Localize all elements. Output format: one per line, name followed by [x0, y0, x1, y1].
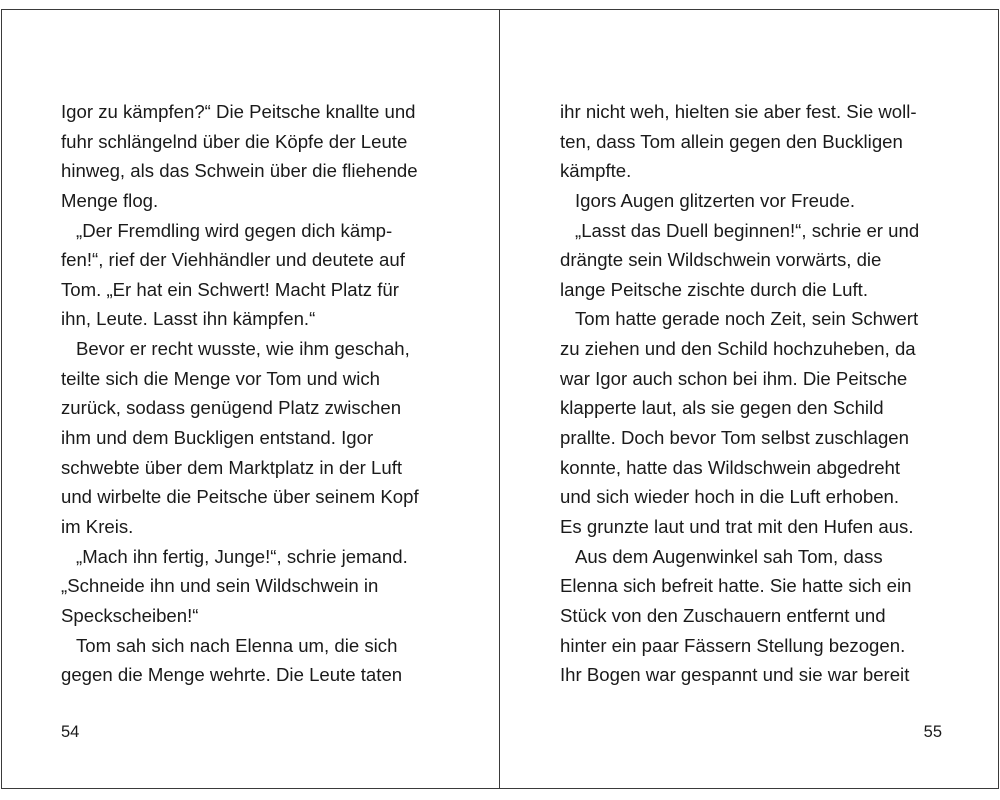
- text-line: Igor zu kämpfen?“ Die Peitsche knallte und: [61, 101, 416, 122]
- book-spread: [1, 9, 999, 789]
- text-line: klapperte laut, als sie gegen den Schild: [560, 397, 884, 419]
- text-line: Menge flog.: [61, 189, 159, 211]
- text-line: ihm und dem Buckligen entstand. Igor: [61, 427, 374, 449]
- text-line: „Lasst das Duell beginnen!“, schrie er und: [575, 219, 920, 241]
- right-page: [500, 10, 998, 788]
- text-line: Speckscheiben!“: [61, 604, 199, 626]
- text-line: im Kreis.: [61, 515, 134, 537]
- text-line: Bevor er recht wusste, wie ihm geschah,: [76, 338, 410, 360]
- text-line: Ihr Bogen war gespannt und sie war bereit: [560, 664, 910, 686]
- right-page-text: [560, 97, 980, 690]
- text-line: hinter ein paar Fässern Stellung bezogen.: [560, 634, 906, 656]
- text-line: drängte sein Wildschwein vorwärts, die: [560, 249, 882, 271]
- text-line: teilte sich die Menge vor Tom und wich: [61, 367, 381, 389]
- text-line: Tom sah sich nach Elenna um, die sich: [76, 634, 398, 656]
- text-line: und wirbelte die Peitsche über seinem Kopf: [61, 486, 419, 508]
- text-line: Elenna sich befreit hatte. Sie hatte sich ein: [560, 575, 912, 597]
- text-line: kämpfte.: [560, 160, 632, 182]
- text-line: hinweg, als das Schwein über die fliehende: [61, 160, 418, 182]
- text-line: fuhr schlängelnd über die Köpfe der Leute: [61, 130, 408, 152]
- text-line: und sich wieder hoch in die Luft erhoben.: [560, 486, 900, 508]
- text-line: ihr nicht weh, hielten sie aber fest. Sie woll-: [560, 101, 917, 122]
- text-line: lange Peitsche zischte durch die Luft.: [560, 278, 869, 300]
- text-line: konnte, hatte das Wildschwein abgedreht: [560, 456, 901, 478]
- text-line: Stück von den Zuschauern entfernt und: [560, 604, 886, 626]
- page-number: 55: [923, 723, 942, 741]
- text-line: gegen die Menge wehrte. Die Leute taten: [61, 664, 403, 686]
- text-line: schwebte über dem Marktplatz in der Luft: [61, 456, 403, 478]
- text-line: Igors Augen glitzerten vor Freude.: [575, 189, 856, 211]
- text-line: ten, dass Tom allein gegen den Buckligen: [560, 130, 903, 152]
- page-number: 54: [61, 723, 80, 741]
- text-line: Es grunzte laut und trat mit den Hufen aus.: [560, 515, 914, 537]
- text-line: war Igor auch schon bei ihm. Die Peitsche: [560, 367, 908, 389]
- text-line: „Schneide ihn und sein Wildschwein in: [61, 575, 379, 597]
- text-line: Aus dem Augenwinkel sah Tom, dass: [575, 545, 883, 567]
- text-line: fen!“, rief der Viehhändler und deutete auf: [61, 249, 405, 271]
- text-line: prallte. Doch bevor Tom selbst zuschlagen: [560, 427, 909, 449]
- text-line: „Der Fremdling wird gegen dich kämp-: [76, 219, 393, 241]
- text-line: Tom hatte gerade noch Zeit, sein Schwert: [575, 308, 919, 330]
- left-page: [2, 10, 499, 788]
- text-line: zu ziehen und den Schild hochzuheben, da: [560, 338, 916, 360]
- text-line: ihn, Leute. Lasst ihn kämpfen.“: [61, 308, 316, 330]
- left-page-text: [61, 97, 481, 690]
- text-line: Tom. „Er hat ein Schwert! Macht Platz für: [61, 278, 399, 300]
- text-line: „Mach ihn fertig, Junge!“, schrie jemand.: [76, 545, 408, 567]
- text-line: zurück, sodass genügend Platz zwischen: [61, 397, 402, 419]
